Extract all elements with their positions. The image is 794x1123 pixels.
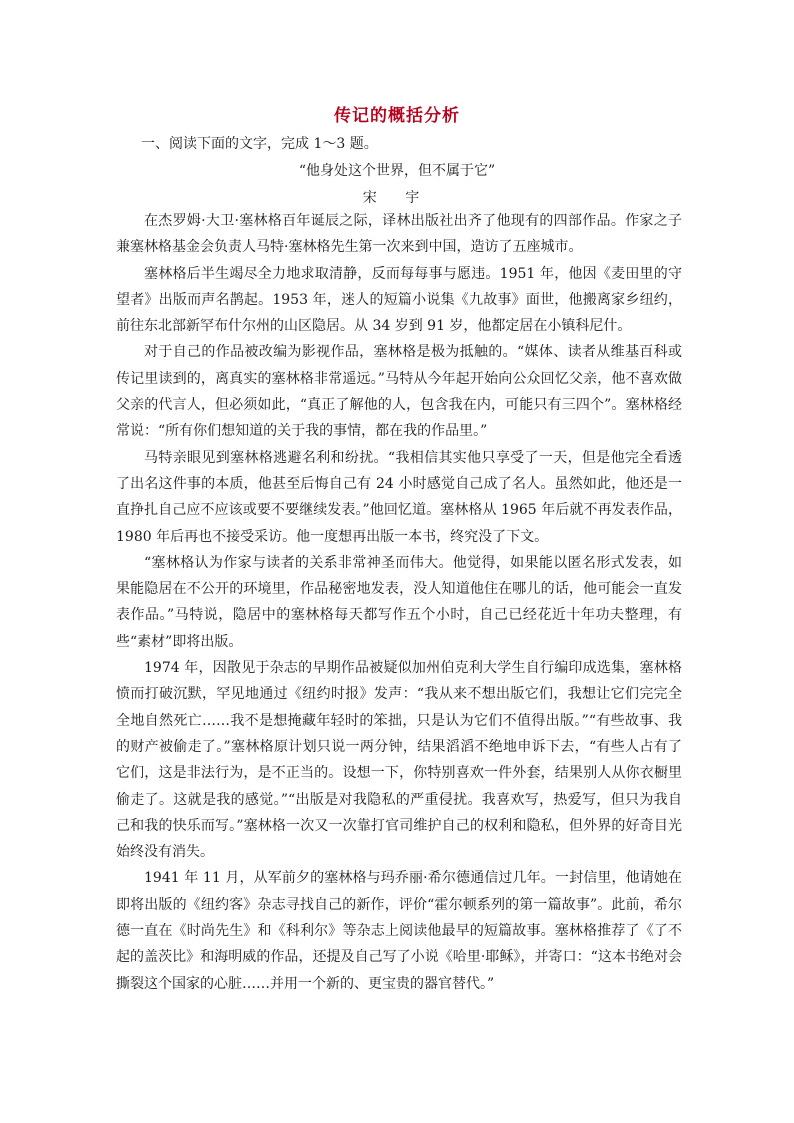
paragraph: “塞林格认为作家与读者的关系非常神圣而伟大。他觉得，如果能以匿名形式发表，如果能隐居在不公开的环境里，作品秘密地发表，没人知道他住在哪儿的话，他可能会一直发表作品。”马特说，隐居中的塞林格每天都写作五个小时，自己已经花近十年功夫整理，有些“素材”即将出版。 [116, 554, 682, 650]
paragraph: 在杰罗姆·大卫·塞林格百年诞辰之际，译林出版社出齐了他现有的四部作品。作家之子兼塞林格基金会负责人马特·塞林格先生第一次来到中国，造访了五座城市。 [116, 213, 682, 256]
article-author: 宋 宇 [362, 190, 432, 206]
paragraph: 1941 年 11 月，从军前夕的塞林格与玛乔丽·希尔德通信过几年。一封信里，他请她在即将出版的《纽约客》杂志寻找自己的新作，评价“霍尔顿系列的第一篇故事”。此前，希尔德一直在《时尚先生》和《科利尔》等杂志上阅读他最早的短篇故事。塞林格推荐了《了不起的盖茨比》和海明威的作品，还提及自己写了小说《哈里·耶稣》，并寄口：“这本书绝对会撕裂这个国家的心脏……并用一个新的、更宝贵的器官替代。” [116, 870, 682, 992]
article-body [116, 208, 682, 997]
paragraph: 马特亲眼见到塞林格逃避名利和纷扰。“我相信其实他只享受了一天，但是他完全看透了出名这件事的本质，他甚至后悔自己有 24 小时感觉自己成了名人。虽然如此，他还是一直挣扎自己应不应该或要不要继续发表。”他回忆道。塞林格从 1965 年后就不再发表作品，1980 年后再也不接受采访。他一度想再出版一本书，终究没了下文。 [116, 449, 682, 545]
document-title: 传记的概括分析 [334, 106, 460, 126]
question-instruction: 一、阅读下面的文字，完成 1～3 题。 [141, 136, 378, 152]
paragraph: 塞林格后半生竭尽全力地求取清静，反而每每事与愿违。1951 年，他因《麦田里的守望者》出版而声名鹊起。1953 年，迷人的短篇小说集《九故事》面世，他搬离家乡纽约，前往东北部新罕布什尔州的山区隐居。从 34 岁到 91 岁，他都定居在小镇科尼什。 [116, 265, 682, 335]
article-title: “他身处这个世界，但不属于它” [298, 163, 496, 179]
paragraph: 1974 年，因散见于杂志的早期作品被疑似加州伯克利大学生自行编印成选集，塞林格愤而打破沉默，罕见地通过《纽约时报》发声：“我从来不想出版它们，我想让它们完完全全地自然死亡……我不是想掩藏年轻时的笨拙，只是认为它们不值得出版。”“有些故事、我的财产被偷走了。”塞林格原计划只说一两分钟，结果滔滔不绝地申诉下去，“有些人占有了它们，这是非法行为，是不正当的。设想一下，你特别喜欢一件外套，结果别人从你衣橱里偷走了。这就是我的感觉。”“出版是对我隐私的严重侵扰。我喜欢写，热爱写，但只为我自己和我的快乐而写。”塞林格一次又一次靠打官司维护自己的权利和隐私，但外界的好奇目光始终没有消失。 [116, 660, 682, 861]
paragraph: 对于自己的作品被改编为影视作品，塞林格是极为抵触的。“媒体、读者从维基百科或传记里读到的，离真实的塞林格非常遥远。”马特从今年起开始向公众回忆父亲，他不喜欢做父亲的代言人，但必须如此，“真正了解他的人，包含我在内，可能只有三四个”。塞林格经常说：“所有你们想知道的关于我的事情，都在我的作品里。” [116, 344, 682, 440]
